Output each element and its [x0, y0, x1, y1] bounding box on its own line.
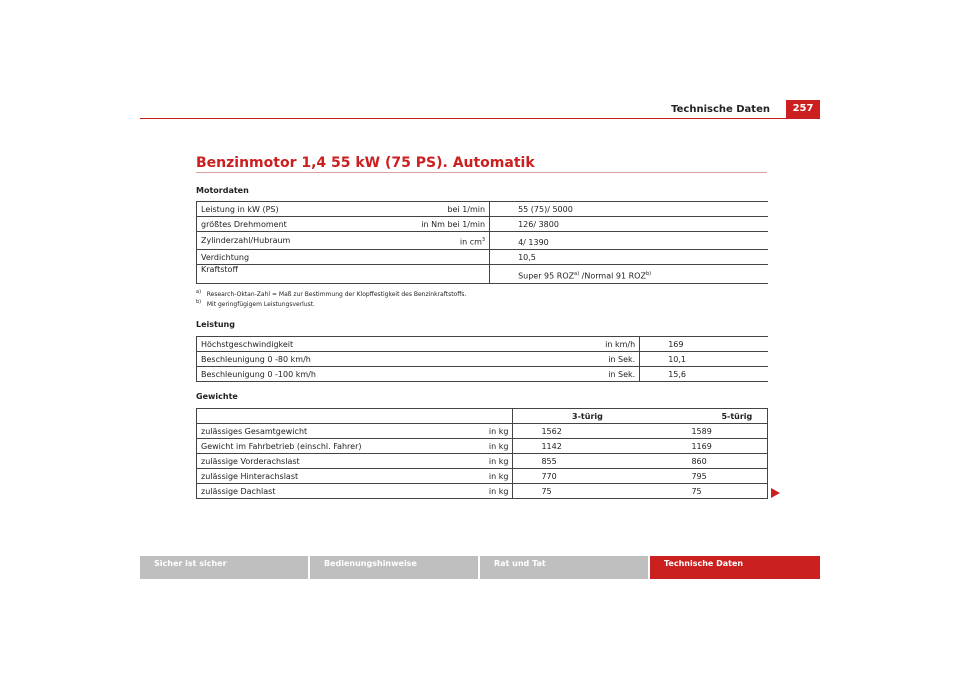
row-unit: in Sek. [511, 352, 640, 367]
footnote-ref-b: b) [645, 271, 652, 278]
row-label: zulässige Hinterachslast [197, 469, 385, 484]
row-unit [361, 265, 490, 284]
header-empty [197, 409, 385, 424]
row-label: Kraftstoff [197, 265, 362, 284]
row-value-5: 1589 [661, 424, 767, 439]
row-label: Zylinderzahl/Hubraum [197, 232, 362, 250]
row-unit: in Nm bei 1/min [361, 217, 490, 232]
col-header-3-tuerig: 3-türig [513, 409, 662, 424]
table-row [197, 250, 769, 265]
superscript-3: 3 [481, 237, 486, 244]
row-label: Leistung in kW (PS) [197, 202, 362, 217]
row-label: Höchstgeschwindigkeit [197, 337, 512, 352]
next-page-arrow-icon[interactable] [771, 488, 780, 498]
row-value: 10,1 [640, 352, 768, 367]
row-value [490, 265, 768, 284]
footnote-text: Research-Oktan-Zahl = Maß zur Bestimmung der Klopffestigkeit des Benzinkraftstoffs. [206, 291, 467, 298]
row-unit: bei 1/min [361, 202, 490, 217]
footnote-mark: a) [196, 289, 202, 295]
footer-tabs [140, 556, 820, 579]
table-row [197, 337, 769, 352]
table-row [197, 424, 768, 439]
footnote-b [196, 299, 315, 308]
row-value-5: 795 [661, 469, 767, 484]
section-heading-leistung: Leistung [196, 320, 235, 329]
fuel-super: Super 95 ROZ [518, 271, 575, 281]
row-value: 10,5 [490, 250, 768, 265]
row-unit: in Sek. [511, 367, 640, 382]
motordaten-table [196, 201, 768, 284]
table-row [197, 469, 768, 484]
table-row [197, 265, 769, 284]
row-label: Beschleunigung 0 -80 km/h [197, 352, 512, 367]
footnote-ref-a: a) [574, 271, 580, 278]
header-empty [384, 409, 513, 424]
leistung-table [196, 336, 768, 382]
page-number: 257 [786, 100, 820, 118]
gewichte-table [196, 408, 768, 499]
footnote-mark: b) [196, 299, 202, 305]
row-label: größtes Drehmoment [197, 217, 362, 232]
table-header-row [197, 409, 768, 424]
row-label: zulässiges Gesamtgewicht [197, 424, 385, 439]
row-value-5: 1169 [661, 439, 767, 454]
row-unit: in kg [384, 439, 513, 454]
title-rule [196, 172, 767, 173]
fuel-normal: /Normal 91 ROZ [579, 271, 646, 281]
row-label: Verdichtung [197, 250, 362, 265]
row-value-3: 855 [513, 454, 662, 469]
row-unit: in kg [384, 484, 513, 499]
row-label: zulässige Dachlast [197, 484, 385, 499]
row-value: 169 [640, 337, 768, 352]
row-value: 15,6 [640, 367, 768, 382]
table-row [197, 454, 768, 469]
row-unit: in kg [384, 469, 513, 484]
row-value: 4/ 1390 [490, 232, 768, 250]
row-unit [361, 250, 490, 265]
row-value-3: 1142 [513, 439, 662, 454]
running-header-title: Technische Daten [671, 104, 770, 115]
row-unit: in kg [384, 454, 513, 469]
row-unit: in kg [384, 424, 513, 439]
row-value-5: 75 [661, 484, 767, 499]
row-unit-cell [361, 232, 490, 250]
row-label: Gewicht im Fahrbetrieb (einschl. Fahrer) [197, 439, 385, 454]
section-heading-gewichte: Gewichte [196, 392, 238, 401]
row-unit: in km/h [511, 337, 640, 352]
table-row [197, 367, 769, 382]
table-row [197, 217, 769, 232]
table-row [197, 484, 768, 499]
table-row [197, 352, 769, 367]
footnote-text: Mit geringfügigem Leistungsverlust. [206, 301, 316, 308]
tab-rat-und-tat[interactable]: Rat und Tat [480, 556, 648, 579]
col-header-5-tuerig: 5-türig [661, 409, 767, 424]
row-value: 126/ 3800 [490, 217, 768, 232]
tab-technische-daten[interactable]: Technische Daten [650, 556, 820, 579]
row-label: zulässige Vorderachslast [197, 454, 385, 469]
row-label: Beschleunigung 0 -100 km/h [197, 367, 512, 382]
row-value-3: 770 [513, 469, 662, 484]
footnote-a [196, 289, 466, 298]
row-unit: in cm [459, 237, 482, 247]
row-value-3: 1562 [513, 424, 662, 439]
row-value-5: 860 [661, 454, 767, 469]
table-row [197, 202, 769, 217]
row-value-3: 75 [513, 484, 662, 499]
table-row [197, 439, 768, 454]
tab-sicher-ist-sicher[interactable]: Sicher ist sicher [140, 556, 308, 579]
section-heading-motordaten: Motordaten [196, 186, 249, 195]
tab-bedienungshinweise[interactable]: Bedienungshinweise [310, 556, 478, 579]
page-title: Benzinmotor 1,4 55 kW (75 PS). Automatik [196, 155, 535, 171]
row-value: 55 (75)/ 5000 [490, 202, 768, 217]
table-row [197, 232, 769, 250]
header-rule [140, 118, 820, 119]
